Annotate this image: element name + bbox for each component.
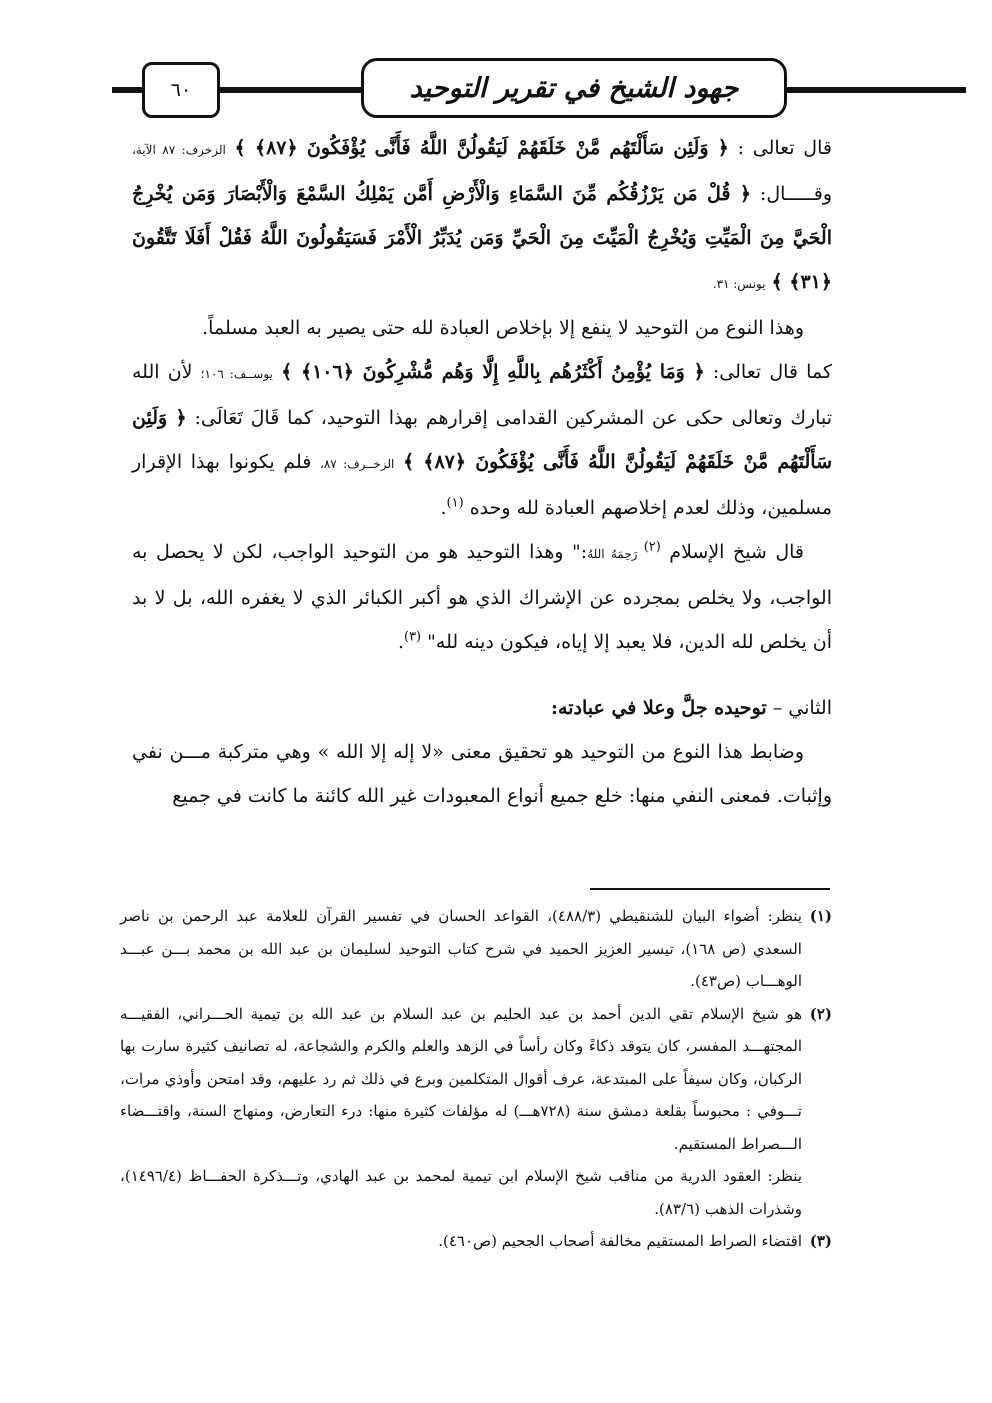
footnote-2-text: هو شيخ الإسلام تقي الدين أحمد بن عبد الحليم بن عبد السلام بن عبد الله بن تيمية الحـــراني، الفقيـــه المجتهـــد المفسر، كان يتوقد ذكاءً وكان رأساً في الزهد والعلم والكرم والشجاعة، له تصانيف كثيرة سارت بها الركبان، وكان سيفاً على المبتدعة، عرف أقوال المتكلمين وبرع في ذلك ثم رد عليهم، وقد امتحن وأوذي مرات، تـــوفي : محبوساً بقلعة دمشق سنة (٧٢٨هـــ) له مؤلفات كثيرة منها: درء التعارض، ومنهاج السنة، واقتـــضاء الـــصراط المستقيم. bbox=[120, 1004, 802, 1153]
section-heading-title: توحيده جلَّ وعلا في عبادته: bbox=[551, 697, 767, 719]
paragraph-1 bbox=[132, 126, 832, 306]
p1-verse-reference: الزخرف: ٨٧ الآية، bbox=[132, 143, 226, 157]
paragraph-2: وهذا النوع من التوحيد لا ينفع إلا بإخلاص العبادة لله حتى يصير به العبد مسلماً. bbox=[202, 317, 804, 339]
p5-lead: قال شيخ الإسلام bbox=[660, 541, 805, 563]
footnote-1-number: (١) bbox=[809, 907, 832, 925]
paragraph-4: قال شيخ الإسلام $^{(٢)}$ رَحِمَهُ اللهُ:" وهذا التوحيد هو من التوحيد الواجب، لكن لا يحصل به الواجب، ولا يخلص بمجرده عن الإشراك الذي هو أكبر الكبائر الذي لا يغفره الله، بل لا بد أن يخلص لله الدين، فلا يعبد إلا إياه، فيكون دينه لله" $^{(٣)}$. bbox=[132, 539, 832, 653]
p1-lead: قال تعالى : bbox=[728, 137, 832, 159]
footnote-2-number: (٢) bbox=[809, 1004, 832, 1023]
header-rule-right bbox=[780, 87, 966, 93]
running-title-box bbox=[361, 58, 787, 118]
p4-verse-2-reference: الزخــرف: ٨٧، bbox=[319, 457, 395, 471]
p5-quote: :" وهذا التوحيد هو من التوحيد الواجب، لكن لا يحصل به الواجب، ولا يخلص بمجرده عن الإشراك الذي هو أكبر الكبائر الذي لا يغفره الله، بل لا بد أن يخلص لله الدين، فلا يعبد إلا إياه، فيكون دينه لله" bbox=[132, 541, 832, 653]
paragraph-3: كما قال تعالى: ﴿ وَمَا يُؤْمِنُ أَكْثَرُهُم بِاللَّهِ إِلَّا وَهُم مُّشْرِكُونَ ﴿١٠٦﴾ ﴾ يوســف: ١٠٦؛ لأن الله تبارك وتعالى حكى عن المشركين القدامى إقرارهم بهذا التوحيد، كما قَالَ تَعَالَى: ﴿ وَلَئِن سَأَلْتَهُم مَّنْ خَلَقَهُمْ لَيَقُولُنَّ اللَّهُ فَأَنَّى يُؤْفَكُونَ ﴿٨٧﴾ ﴾ الزخــرف: ٨٧، فلم يكونوا بهذا الإقرار مسلمين، وذلك لعدم إخلاصهم العبادة لله وحده $^{(١)}$. bbox=[132, 361, 833, 519]
footnote-2-sources bbox=[120, 1160, 832, 1225]
p2-verse-reference: يونس: ٣١. bbox=[712, 277, 766, 291]
main-text bbox=[132, 126, 832, 818]
page-number: ٦٠ bbox=[170, 79, 192, 101]
p2-lead: وقـــــال: bbox=[751, 183, 832, 205]
honorific: رَحِمَهُ اللهُ bbox=[587, 547, 644, 561]
page-number-box bbox=[142, 62, 220, 118]
p4-lead: كما قال تعالى: bbox=[704, 361, 833, 383]
section-heading-prefix: الثاني – bbox=[766, 697, 832, 719]
footnote-3-text: اقتضاء الصراط المستقيم مخالفة أصحاب الجحيم (ص٤٦٠). bbox=[438, 1232, 802, 1250]
p4-verse-reference: يوســف: ١٠٦؛ bbox=[200, 367, 273, 381]
footnote-2-sources-text: ينظر: العقود الدرية من مناقب شيخ الإسلام ابن تيمية لمحمد بن عبد الهادي، وتـــذكرة الحفـــاظ (١٤٩٦/٤)، وشذرات الذهب (٨٣/٦). bbox=[120, 1167, 802, 1218]
p4-middle-text: لأن الله تبارك وتعالى حكى عن المشركين القدامى إقرارهم بهذا التوحيد، كما قَالَ تَعَالَى: bbox=[132, 361, 832, 429]
footnote-marker-2: (٢) bbox=[643, 539, 661, 555]
footnote-separator bbox=[590, 888, 830, 890]
footnote-1-text: ينظر: أضواء البيان للشنقيطي (٤٨٨/٣)، القواعد الحسان في تفسير القرآن للعلامة عبد الرحمن بن ناصر السعدي (ص ١٦٨)، تيسير العزيز الحميد في شرح كتاب التوحيد لسليمان بن عبد الله بن محمد بـــن عبـــد الوهـــاب (ص٤٣). bbox=[120, 907, 802, 990]
p2-verse: ﴿ قُلْ مَن يَرْزُقُكُم مِّنَ السَّمَاءِ وَالْأَرْضِ أَمَّن يَمْلِكُ السَّمْعَ وَالْأَبْصَارَ وَمَن يُخْرِجُ الْحَيَّ مِنَ الْمَيِّتِ وَيُخْرِجُ الْمَيِّتَ مِنَ الْحَيِّ وَمَن يُدَبِّرُ الْأَمْرَ فَسَيَقُولُونَ اللَّهُ فَقُلْ أَفَلَا تَتَّقُونَ ﴿٣١﴾ ﴾ bbox=[132, 183, 832, 293]
footnote-marker-3: (٣) bbox=[403, 629, 422, 645]
footnote-3-number: (٣) bbox=[809, 1232, 832, 1250]
p4-tail-text: فلم يكونوا بهذا الإقرار مسلمين، وذلك لعدم إخلاصهم العبادة لله وحده bbox=[132, 451, 832, 519]
paragraph-5: وضابط هذا النوع من التوحيد هو تحقيق معنى «لا إله إلا الله » وهي متركبة مـــن نفي وإثبات. فمعنى النفي منها: خلع جميع أنواع المعبودات غير الله كائنة ما كانت في جميع bbox=[132, 741, 832, 807]
section-spacer bbox=[132, 664, 832, 686]
footnote-3 bbox=[120, 1225, 832, 1258]
footnote-2 bbox=[120, 998, 832, 1161]
p4-verse: ﴿ وَمَا يُؤْمِنُ أَكْثَرُهُم بِاللَّهِ إِلَّا وَهُم مُّشْرِكُونَ ﴿١٠٦﴾ ﴾ bbox=[281, 361, 705, 383]
section-heading bbox=[132, 686, 832, 730]
p4-verse-2: ﴿ وَلَئِن سَأَلْتَهُم مَّنْ خَلَقَهُمْ لَيَقُولُنَّ اللَّهُ فَأَنَّى يُؤْفَكُونَ ﴿٨٧﴾ ﴾ bbox=[132, 407, 832, 473]
footnote-1 bbox=[120, 900, 832, 998]
running-title: جهود الشيخ في تقرير التوحيد bbox=[409, 72, 739, 104]
footnote-marker-1: (١) bbox=[446, 495, 464, 511]
p1-verse: ﴿ وَلَئِن سَأَلْتَهُم مَّنْ خَلَقَهُمْ لَيَقُولُنَّ اللَّهُ فَأَنَّى يُؤْفَكُونَ ﴿٨٧﴾ ﴾ bbox=[234, 137, 729, 159]
footnotes bbox=[120, 900, 832, 1258]
